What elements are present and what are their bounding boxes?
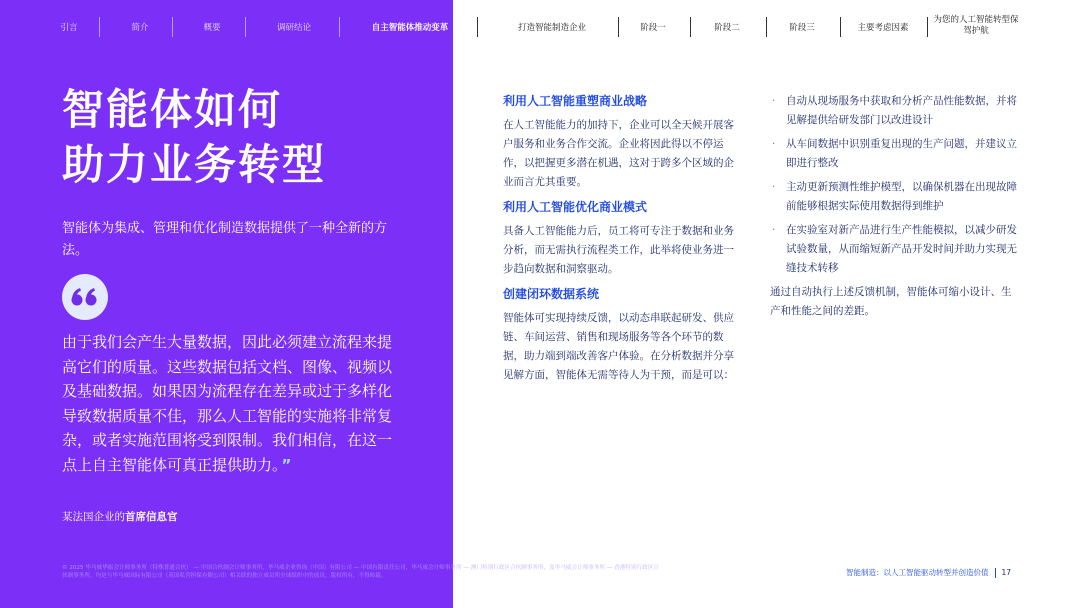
list-item (770, 92, 1020, 130)
page-footer (846, 566, 1011, 580)
list-item-text: 在实验室对新产品进行生产性能模拟，以减少研发试验数量，从而缩短新产品开发时间并助力实现无缝技术转移 (786, 224, 1017, 274)
list-item (770, 178, 1020, 216)
page-number: 17 (1001, 568, 1012, 577)
page-subtitle: 智能体为集成、管理和优化制造数据提供了一种全新的方法。 (62, 221, 388, 258)
bullet-icon: · (772, 138, 776, 150)
close-quote-mark: ” (281, 455, 292, 474)
legal-notice: © 2025 毕马威华振会计师事务所（特殊普通合伙） — 中国合伙制会计师事务所，毕马威企业咨询（中国）有限公司 — 中国有限责任公司，毕马威会计师事务所 — 澳门特别行政区合伙制事务所，及毕马威会计师事务所 — 香港特别行政区合伙制事务所，均是与毕马威国际有限公司（英国私营担保有限公司）相关联的独立成员所全球组织中的成员。版权所有，不得转载。 (62, 565, 659, 579)
page-title (62, 82, 432, 192)
section-heading-business-model: 利用人工智能优化商业模式 (503, 200, 648, 214)
nav-divider (840, 17, 841, 37)
nav-item-overview[interactable]: 简介 (131, 23, 149, 33)
nav-item-findings[interactable]: 调研结论 (276, 23, 311, 33)
quote-attribution (62, 510, 178, 524)
nav-divider (477, 17, 478, 37)
section-body-business-model: 具备人工智能能力后，员工将可专注于数据和业务分析，而无需执行流程类工作，此举将使业务进一步趋向数据和洞察驱动。 (503, 225, 734, 275)
nav-divider (927, 17, 928, 37)
page-title-line-1: 智能体如何 (62, 85, 283, 134)
nav-divider (99, 17, 100, 37)
nav-item-key-considerations[interactable]: 主要考虑因素 (857, 23, 909, 33)
nav-item-smart-manufacturing[interactable]: 打造智能制造企业 (517, 23, 586, 33)
footer-divider (995, 568, 996, 578)
quote-text: 由于我们会产生大量数据，因此必须建立流程来提高它们的质量。这些数据包括文档、图像、视频以及基础数据。如果因为流程存在差异或过于多样化导致数据质量不佳，那么人工智能的实施将非常复杂，或者实施范围将受到限制。我们相信，在这一点上自主智能体可真正提供助力。 (62, 333, 393, 474)
bullet-icon: · (772, 181, 776, 193)
nav-item-agents-transformation[interactable]: 自主智能体推动变革 (371, 23, 449, 33)
section-body-strategy: 在人工智能能力的加持下，企业可以全天候开展客户服务和业务合作交流。企业将因此得以不停运作，以把握更多潜在机遇，这对于跨多个区域的企业而言尤其重要。 (503, 119, 734, 188)
document-title: 智能制造：以人工智能驱动转型并创造价值 (846, 568, 989, 577)
nav-divider (766, 17, 767, 37)
attribution-role: 首席信息官 (125, 511, 178, 523)
bullet-icon: · (772, 95, 776, 107)
quote-icon (62, 274, 108, 320)
nav-divider (172, 17, 173, 37)
list-item-text: 自动从现场服务中获取和分析产品性能数据，并将见解提供给研发部门以改进设计 (786, 95, 1017, 126)
list-item-text: 从车间数据中识别重复出现的生产问题，并建议立即进行整改 (786, 138, 1017, 169)
nav-divider (618, 17, 619, 37)
nav-item-safeguard-ai[interactable]: 为您的人工智能转型保驾护航 (933, 15, 1019, 36)
list-item-text: 主动更新预测性维护模型，以确保机器在出现故障前能够根据实际使用数据得到维护 (786, 181, 1017, 212)
capability-list (770, 92, 1020, 278)
list-item (770, 135, 1020, 173)
list-item (770, 221, 1020, 278)
page-title-line-2: 助力业务转型 (62, 140, 327, 189)
nav-item-summary[interactable]: 概要 (203, 23, 221, 33)
right-column (770, 92, 1020, 321)
nav-divider (690, 17, 691, 37)
quote-block (62, 330, 397, 477)
section-body-closed-loop: 智能体可实现持续反馈，以动态串联起研发、供应链、车间运营、销售和现场服务等各个环节的数据，助力端到端改善客户体验。在分析数据并分享见解方面，智能体无需等待人为干预，而是可以： (503, 312, 734, 381)
middle-column (503, 92, 741, 391)
nav-item-stage-three[interactable]: 阶段三 (789, 23, 815, 33)
nav-item-intro[interactable]: 引言 (60, 23, 78, 33)
nav-divider (245, 17, 246, 37)
conclusion-text: 通过自动执行上述反馈机制，智能体可缩小设计、生产和性能之间的差距。 (770, 286, 1012, 317)
nav-item-stage-two[interactable]: 阶段二 (714, 23, 740, 33)
nav-divider (339, 17, 340, 37)
nav-item-stage-one[interactable]: 阶段一 (640, 23, 666, 33)
section-heading-strategy: 利用人工智能重塑商业战略 (503, 94, 648, 108)
top-navigation (0, 0, 1080, 50)
bullet-icon: · (772, 224, 776, 236)
attribution-org: 某法国企业的 (62, 511, 125, 523)
section-heading-closed-loop: 创建闭环数据系统 (503, 287, 600, 301)
